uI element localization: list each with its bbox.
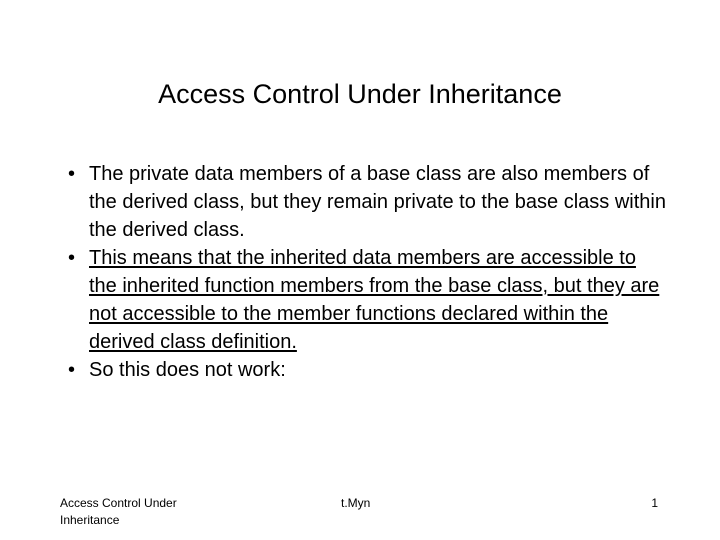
footer-author: t.Myn — [341, 496, 371, 510]
bullet-marker: • — [68, 163, 76, 185]
bullet-marker: • — [68, 247, 76, 269]
slide-title: Access Control Under Inheritance — [158, 79, 562, 109]
page-number: 1 — [651, 496, 658, 510]
footer-title: Access Control Under Inheritance — [60, 496, 177, 527]
bullet-marker: • — [68, 359, 76, 381]
bullet-item-accessibility — [58, 244, 668, 356]
bullet-text: So this does not work: — [89, 359, 286, 381]
bullet-list — [58, 160, 668, 384]
bullet-item-does-not-work — [58, 356, 668, 384]
bullet-text-underlined: This means that the inherited data members are accessible to the inherited function members from the base class, but they are not accessible to the member functions declared within the derived class definition. — [89, 247, 660, 353]
bullet-text: The private data members of a base class are also members of the derived class, but they remain private to the base class within the derived class. — [89, 163, 666, 241]
bullet-item-private-members — [58, 160, 668, 244]
